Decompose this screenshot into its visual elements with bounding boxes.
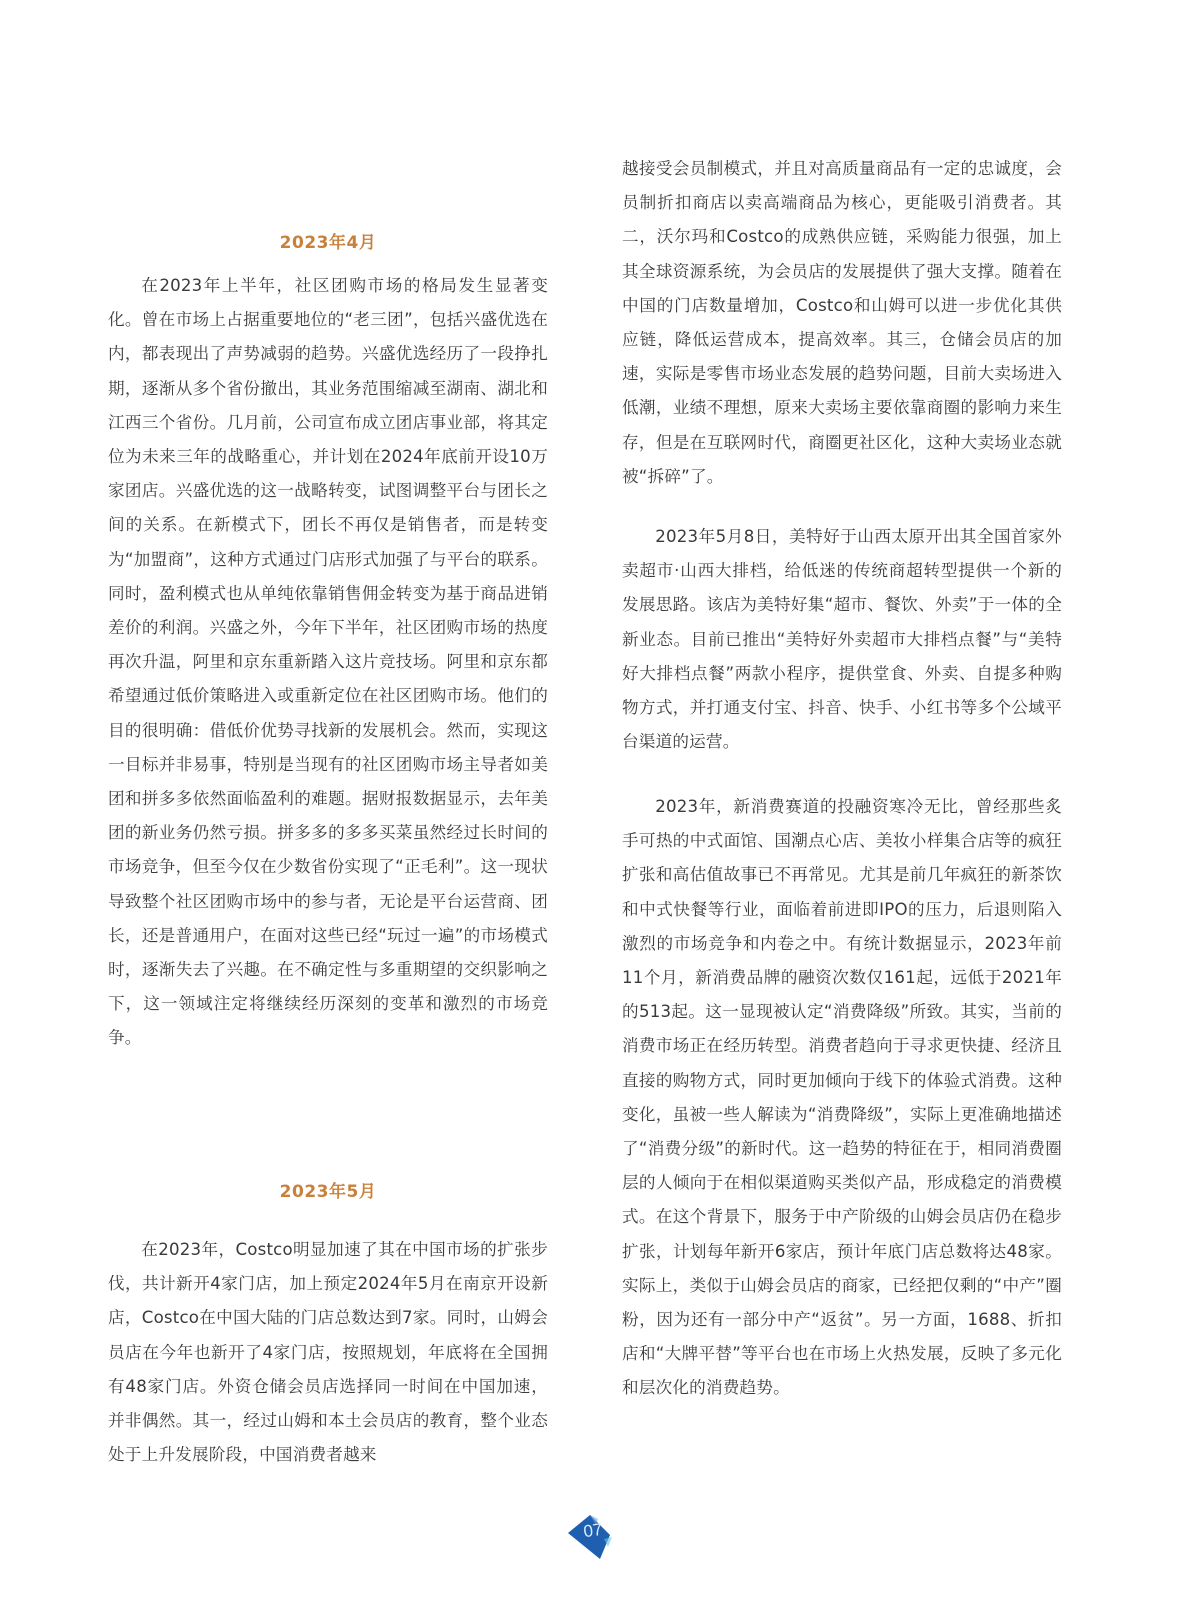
paragraph-may-costco-expansion: 在2023年，Costco明显加速了其在中国市场的扩张步伐，共计新开4家门店，加上预定2024年5月在南京开设新店，Costco在中国大陆的门店总数达到7家。同时，山姆会员店在今年也新开了4家门店，按照规划，年底将在全国拥有48家门店。外资仓储会员店选择同一时间在中国加速，并非偶然。其一，经过山姆和本土会员店的教育，整个业态处于上升发展阶段，中国消费者越来 bbox=[108, 1240, 548, 1465]
paragraph-membership-store-continued: 越接受会员制模式，并且对高质量商品有一定的忠诚度，会员制折扣商店以卖高端商品为核心，更能吸引消费者。其二，沃尔玛和Costco的成熟供应链，采购能力很强，加上其全球资源系统，为会员店的发展提供了强大支撑。随着在中国的门店数量增加，Costco和山姆可以进一步优化其供应链，降低运营成本，提高效率。其三，仓储会员店的加速，实际是零售市场业态发展的趋势问题，目前大卖场进入低潮，业绩不理想，原来大卖场主要依靠商圈的影响力来生存，但是在互联网时代，商圈更社区化，这种大卖场业态就被“拆碎”了。 bbox=[622, 159, 1062, 486]
page-number: 07 bbox=[582, 1519, 604, 1542]
paragraph-new-consumption-investment: 2023年，新消费赛道的投融资寒冷无比，曾经那些炙手可热的中式面馆、国潮点心店、美妆小样集合店等的疯狂扩张和高估值故事已不再常见。尤其是前几年疯狂的新茶饮和中式快餐等行业，面临着前进即IPO的压力，后退则陷入激烈的市场竞争和内卷之中。有统计数据显示，2023年前11个月，新消费品牌的融资次数仅161起，远低于2021年的513起。这一显现被认定“消费降级”所致。其实，当前的消费市场正在经历转型。消费者趋向于寻求更快捷、经济且直接的购物方式，同时更加倾向于线下的体验式消费。这种变化，虽被一些人解读为“消费降级”，实际上更准确地描述了“消费分级”的新时代。这一趋势的特征在于，相同消费圈层的人倾向于在相似渠道购买类似产品，形成稳定的消费模式。在这个背景下，服务于中产阶级的山姆会员店仍在稳步扩张，计划每年新开6家店，预计年底门店总数将达48家。实际上，类似于山姆会员店的商家，已经把仅剩的“中产”圈粉，因为还有一部分中产“返贫”。另一方面，1688、折扣店和“大牌平替”等平台也在市场上火热发展，反映了多元化和层次化的消费趋势。 bbox=[622, 797, 1062, 1398]
paragraph-april-community-group-buying: 在2023年上半年，社区团购市场的格局发生显著变化。曾在市场上占据重要地位的“老三团”，包括兴盛优选在内，都表现出了声势减弱的趋势。兴盛优选经历了一段挣扎期，逐渐从多个省份撤出，其业务范围缩减至湖南、湖北和江西三个省份。几月前，公司宣布成立团店事业部，将其定位为未来三年的战略重心，并计划在2024年底前开设10万家团店。兴盛优选的这一战略转变，试图调整平台与团长之间的关系。在新模式下，团长不再仅是销售者，而是转变为“加盟商”，这种方式通过门店形式加强了与平台的联系。同时，盈利模式也从单纯依靠销售佣金转变为基于商品进销差价的利润。兴盛之外，今年下半年，社区团购市场的热度再次升温，阿里和京东重新踏入这片竞技场。阿里和京东都希望通过低价策略进入或重新定位在社区团购市场。他们的目的很明确：借低价优势寻找新的发展机会。然而，实现这一目标并非易事，特别是当现有的社区团购市场主导者如美团和拼多多依然面临盈利的难题。据财报数据显示，去年美团的新业务仍然亏损。拼多多的多多买菜虽然经过长时间的市场竞争，但至今仅在少数省份实现了“正毛利”。这一现状导致整个社区团购市场中的参与者，无论是平台运营商、团长，还是普通用户，在面对这些已经“玩过一遍”的市场模式时，逐渐失去了兴趣。在不确定性与多重期望的交织影响之下，这一领域注定将继续经历深刻的变革和激烈的市场竞争。 bbox=[108, 276, 548, 1048]
section-heading-april-2023: 2023年4月 bbox=[279, 233, 377, 253]
page-number-badge bbox=[560, 1505, 620, 1565]
section-heading-may-2023: 2023年5月 bbox=[279, 1182, 377, 1202]
paragraph-meitehao-takeout-supermarket: 2023年5月8日，美特好于山西太原开出其全国首家外卖超市·山西大排档，给低迷的传统商超转型提供一个新的发展思路。该店为美特好集“超市、餐饮、外卖”于一体的全新业态。目前已推出“美特好外卖超市大排档点餐”与“美特好大排档点餐”两款小程序，提供堂食、外卖、自提多种购物方式，并打通支付宝、抖音、快手、小红书等多个公域平台渠道的运营。 bbox=[622, 527, 1062, 752]
